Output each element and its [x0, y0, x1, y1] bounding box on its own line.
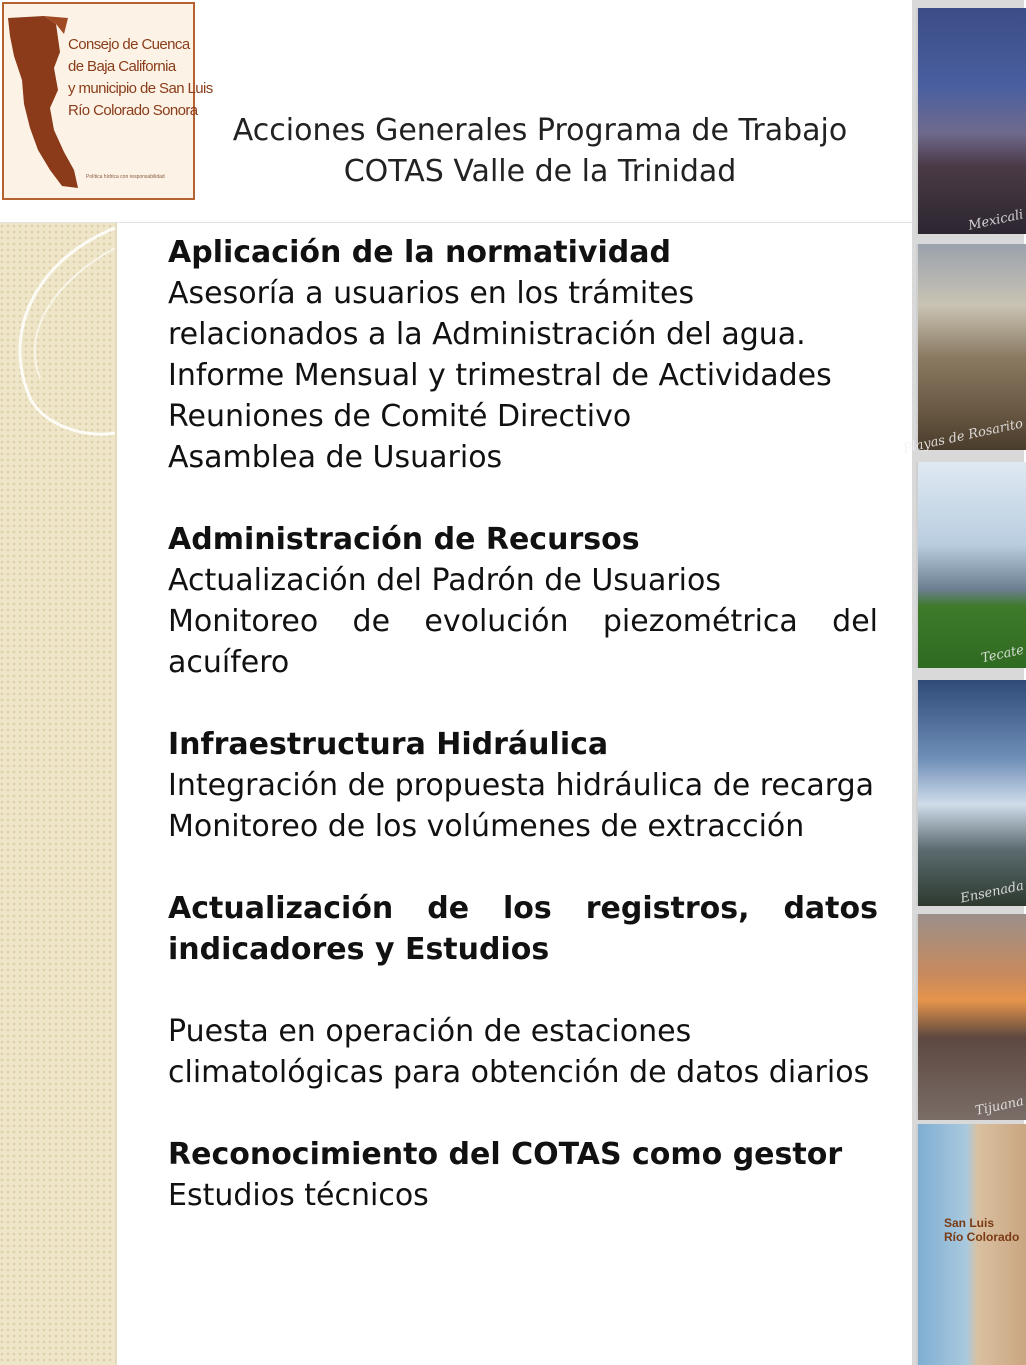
list-item: Informe Mensual y trimestral de Actividades: [168, 358, 832, 393]
photo-caption: Ensenada: [958, 878, 1025, 907]
list-item: Integración de propuesta hidráulica de recarga: [168, 768, 874, 803]
list-item: Monitoreo de evolución piezométrica del acuífero: [168, 604, 878, 680]
photo-caption: Playas de Rosarito: [901, 416, 1025, 457]
logo-line: y municipio de San Luis: [68, 80, 213, 97]
list-item: Reuniones de Comité Directivo: [168, 399, 632, 434]
city-photo-san-luis: [916, 1124, 1026, 1365]
list-item: Asamblea de Usuarios: [168, 440, 503, 475]
logo-line: de Baja California: [68, 58, 176, 75]
section-heading-recursos: Administración de Recursos: [168, 522, 640, 557]
spacer: [168, 478, 878, 519]
logo-line: Consejo de Cuenca: [68, 36, 190, 53]
photo-label-line: San Luis: [944, 1216, 995, 1230]
spacer: [168, 1093, 878, 1134]
logo-line: Río Colorado Sonora: [68, 102, 198, 119]
city-photo-tijuana: [916, 914, 1026, 1120]
logo-text: [68, 34, 213, 122]
organization-logo: [2, 2, 213, 200]
photo-label-line: Río Colorado: [944, 1230, 1020, 1244]
city-photo-ensenada: [916, 680, 1026, 906]
list-item: Estudios técnicos: [168, 1178, 429, 1213]
photo-caption: Tijuana: [973, 1094, 1026, 1119]
photo-strip: [901, 0, 1026, 1365]
city-photo-rosarito: [901, 244, 1026, 457]
title-line-2: COTAS Valle de la Trinidad: [343, 154, 737, 189]
photo-label: [944, 1216, 1019, 1244]
section-heading-infraestructura: Infraestructura Hidráulica: [168, 727, 609, 762]
spacer: [168, 970, 878, 1011]
photo-caption: Tecate: [979, 642, 1026, 667]
section-heading-normatividad: Aplicación de la normatividad: [168, 235, 671, 270]
photo-caption: Mexicali: [967, 207, 1025, 234]
list-item: Puesta en operación de estaciones climatológicas para obtención de datos diarios: [168, 1014, 870, 1090]
list-item: Monitoreo de los volúmenes de extracción: [168, 809, 805, 844]
city-photo-mexicali: [916, 8, 1026, 234]
logo-tagline: Política hídrica con responsabilidad: [86, 174, 165, 180]
section-heading-registros: Actualización de los registros, datos indicadores y Estudios: [168, 891, 878, 967]
slide-header: [0, 0, 912, 223]
page-title: [200, 110, 880, 192]
title-line-1: Acciones Generales Programa de Trabajo: [232, 113, 848, 148]
list-item: Asesoría a usuarios en los trámites relacionados a la Administración del agua.: [168, 276, 806, 352]
decorative-left-strip: [0, 218, 117, 1365]
spacer: [168, 683, 878, 724]
section-heading-reconocimiento: Reconocimiento del COTAS como gestor: [168, 1137, 843, 1172]
city-photo-tecate: [916, 462, 1026, 668]
slide-content: [168, 232, 878, 1216]
list-item: Actualización del Padrón de Usuarios: [168, 563, 721, 598]
spacer: [168, 847, 878, 888]
